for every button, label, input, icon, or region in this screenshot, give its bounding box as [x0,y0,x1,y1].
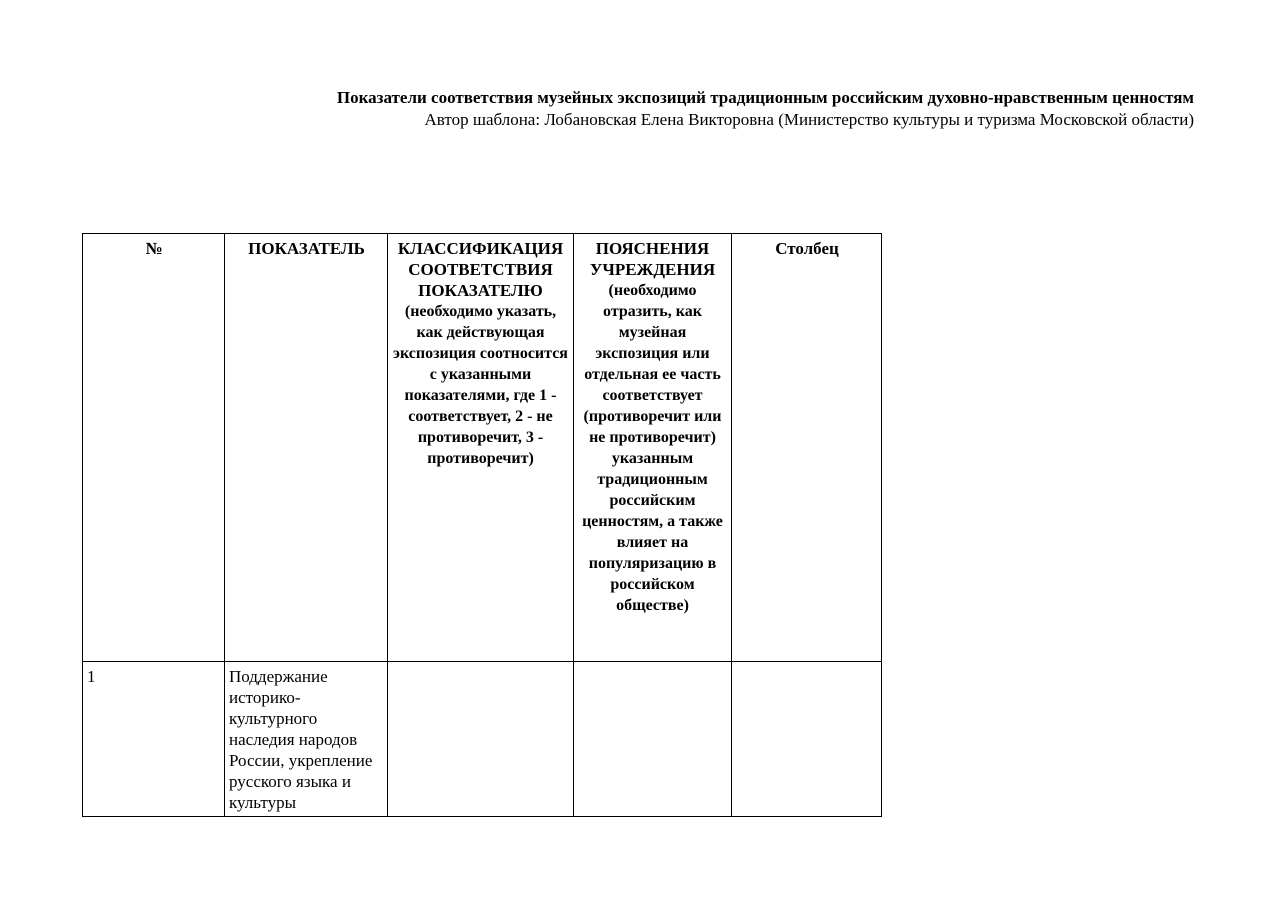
header-number: № [83,234,225,662]
document-header [337,87,1194,131]
indicators-table [82,233,882,817]
header-explanations-title: ПОЯСНЕНИЯ УЧРЕЖДЕНИЯ [589,239,716,279]
header-classification [388,234,574,662]
header-explanations-note: (необходимо отразить, как музейная экспозиция или отдельная ее часть соответствует (противоречит или не противоречит) указанным традиционным российским ценностям, а также влияет на популяризацию в российском обществе) [582,282,723,614]
header-classification-note: (необходимо указать, как действующая экспозиция соотносится с указанными показателями, где 1 - соответствует, 2 - не противоречит, 3 - противоречит) [393,303,568,467]
header-indicator: ПОКАЗАТЕЛЬ [225,234,388,662]
cell-number[interactable]: 1 [83,662,225,817]
document-title: Показатели соответствия музейных экспозиций традиционным российским духовно-нравственным ценностям [336,88,1194,107]
cell-column[interactable] [732,662,882,817]
header-classification-title: КЛАССИФИКАЦИЯ СООТВЕТСТВИЯ ПОКАЗАТЕЛЮ [397,239,564,300]
cell-indicator[interactable]: Поддержание историко-культурного наследия народов России, укрепление русского языка и культуры [225,662,388,817]
cell-explanations[interactable] [574,662,732,817]
header-explanations [574,234,732,662]
document-author: Автор шаблона: Лобановская Елена Викторовна (Министерство культуры и туризма Московской области) [424,110,1194,129]
table-row [83,662,882,817]
table-header-row [83,234,882,662]
header-column: Столбец [732,234,882,662]
cell-classification[interactable] [388,662,574,817]
